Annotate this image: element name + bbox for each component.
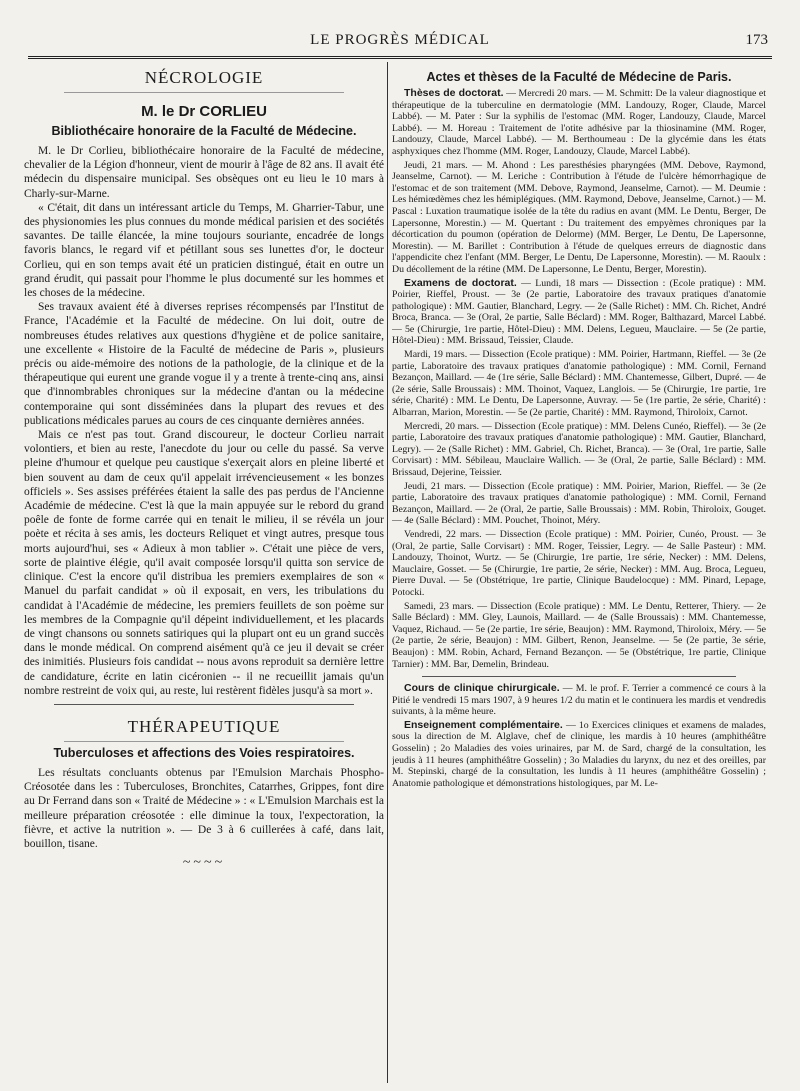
examens-paragraph: Mardi, 19 mars. — Dissection (Ecole pratique) : MM. Poirier, Hartmann, Rieffel. — 3e (2e partie, Laboratoire des travaux pratiques d'anatomie pathologique) : MM. Cornil, Fernand Bezançon, Maillard. — 4e (1re série, Salle Béclard) : MM. Chantemesse, Gilbert, Dupré. — 4e (2e série, Salle Broussais) : MM. Thoinot, Vaquez, Langlois. — 5e (Chirurgie, 1re partie, 1re série, Charité) : MM. Le Dentu, De Lapersonne, Auvray. — 5e (1re partie, 2e série, Charité) : Albarran, Marion, Morestin. — 5e (2e partie, Charité) : MM. Raymond, Thiroloix, Carnot. xyxy=(392,349,766,419)
page-number: 173 xyxy=(745,32,768,48)
journal-title: LE PROGRÈS MÉDICAL xyxy=(310,32,490,48)
obituary-name: M. le Dr CORLIEU xyxy=(141,103,267,120)
obituary-paragraph: M. le Dr Corlieu, bibliothécaire honoraire de la Faculté de médecine, chevalier de la Légion d'honneur, vient de mourir à l'âge de 82 ans. Il avait été médecin du dispensaire municipal. Ses obsèques ont eu lieu le 10 mars à Charly-sur-Marne. xyxy=(24,145,384,200)
examens-paragraph: Samedi, 23 mars. — Dissection (Ecole pratique) : MM. Le Dentu, Retterer, Thiery. — 2e Salle Béclard) : MM. Gley, Launois, Maillard. — 4e (Salle Broussais) : MM. Chantemesse, Vaquez, Richaud. — 5e (2e partie, 1re série, Beaujon) : MM. Raymond, Thiroloix, Méry. — 5e (2e partie, 2e série, Beaujon) : MM. Gilbert, Renon, Jeanselme. — 5e (2e partie, 3e série, Beaujon) : MM. Robin, Achard, Fernand Bezançon. — 5e (Obstétrique, 1re partie, Clinique Tarnier) : MM. Bar, Demelin, Brindeau. xyxy=(392,600,766,670)
cours-text: — M. le prof. F. Terrier a commencé ce cours à la Pitié le vendredi 15 mars 1907, à 9 heures 1/2 du matin et le continuera les mardis et vendredis suivants, à la même heure. xyxy=(392,683,766,718)
therapeutique-subtitle: Tuberculoses et affections des Voies respiratoires. xyxy=(53,745,355,760)
obituary-paragraph: « C'était, dit dans un intéressant article du Temps, M. Gharrier-Tabur, une des physionomies les plus connues du monde médical parisien et des sociétés savantes. De taille élancée, la mine toujours souriante, encadrée de longs favoris blancs, le regard vif et pétillant sous ses lunettes d'or, le docteur Corlieu, qui en son temps avait été un praticien distingué, était en outre un grand érudit, qui passait pour l'homme le plus documenté sur les hommes et les choses de la médecine. xyxy=(24,201,384,300)
examens-paragraph: Mercredi, 20 mars. — Dissection (Ecole pratique) : MM. Delens Cunéo, Rieffel). — 3e (2e partie, Laboratoire des travaux pratiques d'anatomie pathologique) : MM. Gautier, Blanchard, Legry). — 2e (Salle Richet) : MM. Gabriel, Ch. Richet, Branca). — 3e (Oral, 1re partie, Salle Corvisart) : MM. Sébileau, Mauclaire Wallich. — 3e (Oral, 2e partie, Salle Béclard) : MM. Brissaud, Dejerine, Teissier. xyxy=(392,420,766,478)
enseignement-paragraph xyxy=(392,720,766,790)
cours-paragraph xyxy=(392,683,766,718)
faculty-acts-heading: Actes et thèses de la Faculté de Médecine de Paris. xyxy=(426,70,732,84)
examens-text: — Lundi, 18 mars — Dissection : (Ecole pratique) : MM. Poirier, Rieffel, Proust. — 3e (2e partie, Laboratoire des travaux pratiques d'anatomie pathologique) : MM. Gautier, Blanchard, Legry. — 2e (Salle Richet) : MM. Ch. Richet, André Broca, Branca. — 3e (Oral, 2e partie, Salle Béclard) : MM. Roger, Balthazard, Marcel Labbé. — 5e (Chirurgie, 1re partie, Hôtel-Dieu) : MM. Delens, Legueu, Mauclaire. — 5e (2e partie, Hôtel-Dieu) : MM. Brissaud, Teissier, Claude. xyxy=(392,277,766,347)
therapeutique-paragraph: Les résultats concluants obtenus par l'Emulsion Marchais Phospho-Créosotée dans les : Tuberculoses, Bronchites, Catarrhes, Grippes, font dire au Dr Ferrand dans son « Traité de Médecine » : « L'Emulsion Marchais est la meilleure préparation créosotée : elle diminue la toux, l'expectoration, la fièvre, et active la nutrition ». — De 3 à 6 cuillerées à café, dans lait, bouillon, tisane. xyxy=(24,766,384,850)
theses-label: Thèses de doctorat. xyxy=(404,87,504,99)
theses-paragraph: Jeudi, 21 mars. — M. Ahond : Les paresthésies pharyngées (MM. Debove, Raymond, Jeanselme, Carnot). — M. Leriche : Contribution à l'étude de l'ulcère hémorrhagique de l'estomac et de son traitement (MM. Debove, Raymond, Jeanselme, Carnot). — M. Deumie : Les hémiœdèmes chez les hémiplégiques. (MM. Raymond, Debove, Jeanselme, Carnot.) — M. Pascal : Luxation traumatique isolée de la tête du radius en avant (MM. Le Dentu, Berger, De Lapersonne, Morestin.) — M. Quertant : Du traitement des empyèmes chroniques par la décortication du poumon (opération de Delorme) (MM. Berger, Le Dentu, De Lapersonne, Morestin). — M. Barillet : Contribution à l'étude de quelques erreurs de diagnostic dans l'appendicite chez l'enfant (MM. Berger, Le Dentu, De Lapersonne, Morestin). — M. Raoulx : Du décollement de la rétine (MM. De Lapersonne, Le Dentu, Berger, Morestin). xyxy=(392,159,766,275)
obituary-subtitle: Bibliothécaire honoraire de la Faculté de Médecine. xyxy=(51,124,357,138)
necrologie-title: NÉCROLOGIE xyxy=(64,62,344,93)
obituary-paragraph: Mais ce n'est pas tout. Grand discoureur, le docteur Corlieu narrait volontiers, et bien au reste, l'anecdote du jour ou celle du passé. Sa verve pleine d'humour et quelque peu caustique s'exerçait alors en pleine liberté et bien souvent au dam de ceux qu'il appelait irrévencieusement « les bonzes officiels ». Ses assises préférées étaient la salle des pas perdus de l'Ancienne Académie de médecine. C'est là que la main appuyée sur le rebord du grand poêle de fonte de forme carrée qui en tenait le milieu, il se révéla un jour poète et récita à ses amis, les docteurs Reliquet et vingt autres, presque tous morts aujourd'hui, ses « Adieux à mon tablier ». C'était une pièce de vers, sorte de plaintive élégie, qu'il avait composée lorsqu'il quitta son service de clinique. C'est la encore qu'il distribua les premiers exemplaires de son « Manuel du parfait candidat » où il exposait, en vers, les tribulations du candidat à l'Académie de médecine, les premiers feuillets de son poème sur les membres de la Compagnie qu'il dépeint individuellement, et les placards de vingt chansons ou sonnets satiriques qui la plupart ont eu un grand succès dans le monde médical. On comprend aisément qu'à ce jeu il devait se créer des inimitiés. Plusieurs fois candidat -- nous avons reproduit sa dernière lettre de candidature, écrite en latin cicéronien -- il ne recueillit jamais qu'un nombre restreint de voix qui, au reste, lui restèrent fidèles jusqu'à sa mort ». xyxy=(24,429,384,697)
right-column xyxy=(392,62,766,1083)
enseignement-label: Enseignement complémentaire. xyxy=(404,718,563,731)
examens-paragraph xyxy=(392,278,766,348)
examens-label: Examens de doctorat. xyxy=(404,276,517,289)
section-rule xyxy=(422,676,736,677)
section-rule xyxy=(54,704,354,705)
therapeutique-title: THÉRAPEUTIQUE xyxy=(64,711,344,742)
flourish-ornament: ~~~~ xyxy=(182,855,226,871)
obituary-paragraph: Ses travaux avaient été à diverses reprises récompensés par l'Institut de France, l'Académie et la Faculté de médecine. On lui doit, outre de nombreuses études relatives aux questions d'hygiène et de police sanitaire, une excellente « Histoire de la Faculté de médecine de Paris », plusieurs précis ou aide-mémoire des notions de la pathologie, de la clinique et de la thérapeutique qui eurent une grande vogue il y a trente à trente-cinq ans, ainsi que d'innombrables chroniques sur la médecine d'antan ou la médecine contemporaine qui sont disséminées dans la plupart des revues et des publications médicales parues au cours de ces cinquante dernières années. xyxy=(24,301,384,427)
left-column xyxy=(24,62,384,1083)
theses-text: — Mercredi 20 mars. — M. Schmitt: De la valeur diagnostique et thérapeutique de la tuberculine en dermatologie (MM. Landouzy, Roger, Claude, Marcel Labbé). — M. Pater : Sur la syphilis de l'estomac (MM. Roger, Landouzy, Claude, Marcel Labbé). — M. Horeau : Traitement de l'otite adhésive par la thiosinamine (MM. Roger, Landouzy, Claude, Marcel Labbé). — M. Berthoumeau : De la glycémie dans les états asphyxiques chez l'homme (MM. Roger, Landouzy, Claude, Marcel Labbé). xyxy=(392,88,766,157)
examens-paragraph: Jeudi, 21 mars. — Dissection (Ecole pratique) : MM. Poirier, Marion, Rieffel. — 3e (2e partie, Laboratoire des travaux pratiques d'anatomie pathologique) : MM. Cornil, Fernand Bezançon, Maillard. — 2e (Oral, 2e partie, Salle Broussais) : MM. Robin, Thiroloix, Gouget. — 4e (Salle Béclard) : MM. Pouchet, Thoinot, Méry. xyxy=(392,480,766,527)
cours-label: Cours de clinique chirurgicale. xyxy=(404,682,560,695)
theses-paragraph xyxy=(392,88,766,158)
examens-paragraph: Vendredi, 22 mars. — Dissection (Ecole pratique) : MM. Poirier, Cunéo, Proust. — 3e (Oral, 2e partie, Salle Corvisart) : MM. Roger, Teissier, Legry. — 4e Salle Pasteur) : MM. Landouzy, Thoinot, Wurtz. — 5e (Chirurgie, 1re partie, 1re série, Necker) : MM. Delens, Mauclaire, Gosset. — 5e (Chirurgie, 1re partie, 2e série, Necker) : MM. Aug. Broca, Legueu, Pierre Duval. — 5e (Obstétrique, 1re partie, Clinique Baudelocque) : MM. Pinard, Lepage, Potocki. xyxy=(392,528,766,598)
page-header xyxy=(28,30,772,59)
column-divider xyxy=(387,62,388,1083)
enseignement-text: — 1o Exercices cliniques et examens de malades, sous la direction de M. Alglave, chef de clinique, les mardis à 10 heures (amphithéâtre Gosselin) ; 2o Maladies des voies urinaires, par M. de Sard, chargé de la consultation, les jeudis à 11 heures (amphithéâtre Gosselin) ; 3o Maladies du larynx, du nez et des oreilles, par M. Stepinski, chargé de la consultation, les lundis à 11 heures (amphithéâtre Gosselin) ; Anatomie pathologique et démonstrations histologiques, par M. Le- xyxy=(392,719,766,789)
